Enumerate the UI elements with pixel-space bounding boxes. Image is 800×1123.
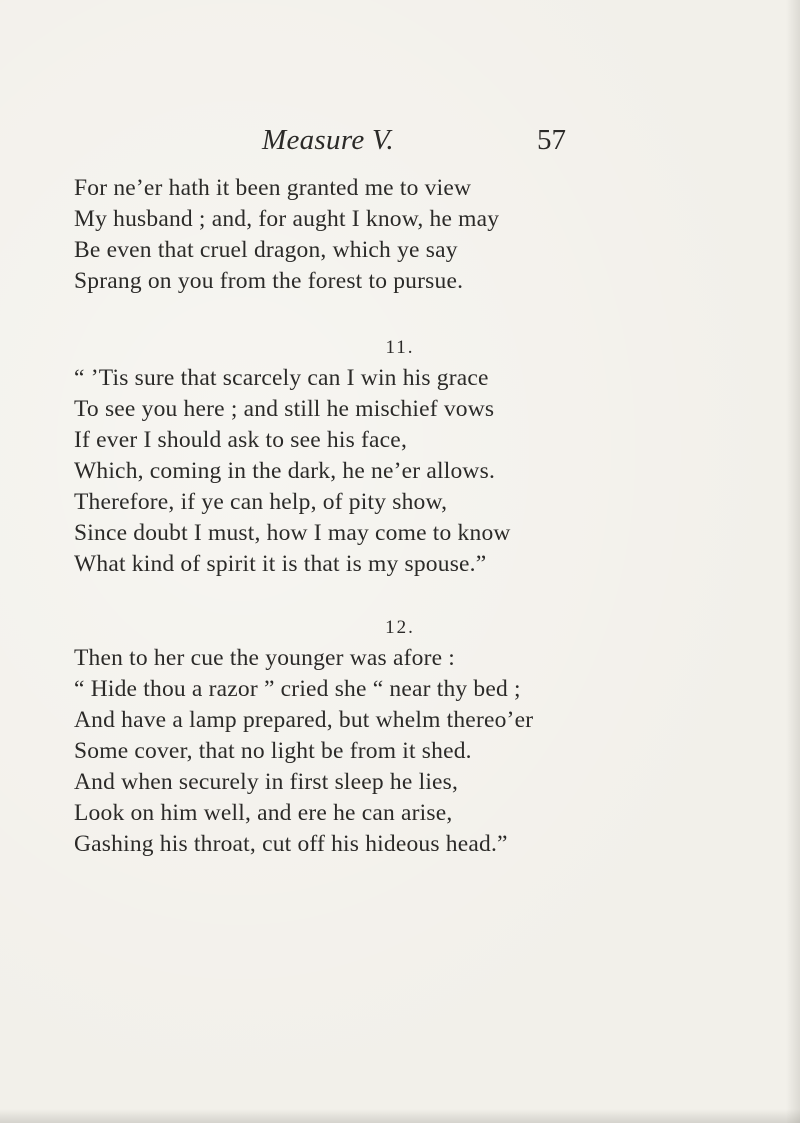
verse-line: Then to her cue the younger was afore : <box>74 645 456 671</box>
verse-line: Which, coming in the dark, he ne’er allows. <box>74 458 496 484</box>
verse-line: To see you here ; and still he mischief vows <box>74 396 495 422</box>
stanza-11 <box>74 363 774 580</box>
page-edge-shadow-right <box>786 0 800 1123</box>
verse-line: Look on him well, and ere he can arise, <box>74 800 453 826</box>
verse-line: If ever I should ask to see his face, <box>74 427 408 453</box>
verse-line: Gashing his throat, cut off his hideous head.” <box>74 831 508 857</box>
verse-line: Be even that cruel dragon, which ye say <box>74 237 458 263</box>
running-head <box>0 124 800 164</box>
verse-line: Sprang on you from the forest to pursue. <box>74 268 464 294</box>
verse-line: “ ’Tis sure that scarcely can I win his grace <box>74 365 489 391</box>
page-edge-shadow-bottom <box>0 1109 800 1123</box>
stanza-number-12: 12. <box>385 617 415 638</box>
stanza-12 <box>74 643 774 860</box>
verse-line: Some cover, that no light be from it shed. <box>74 738 472 764</box>
running-head-title: Measure V. <box>262 124 394 156</box>
verse-line: My husband ; and, for aught I know, he may <box>74 206 500 232</box>
verse-line: Therefore, if ye can help, of pity show, <box>74 489 448 515</box>
verse-line: “ Hide thou a razor ” cried she “ near thy bed ; <box>74 676 521 702</box>
verse-line: And when securely in first sleep he lies, <box>74 769 459 795</box>
stanza-number-11: 11. <box>385 337 415 358</box>
verse-line: For ne’er hath it been granted me to view <box>74 175 472 201</box>
stanza-continued <box>74 173 774 297</box>
verse-line: Since doubt I must, how I may come to know <box>74 520 511 546</box>
page-number: 57 <box>537 124 566 156</box>
verse-line: And have a lamp prepared, but whelm thereo’er <box>74 707 534 733</box>
verse-line: What kind of spirit it is that is my spouse.” <box>74 551 487 577</box>
